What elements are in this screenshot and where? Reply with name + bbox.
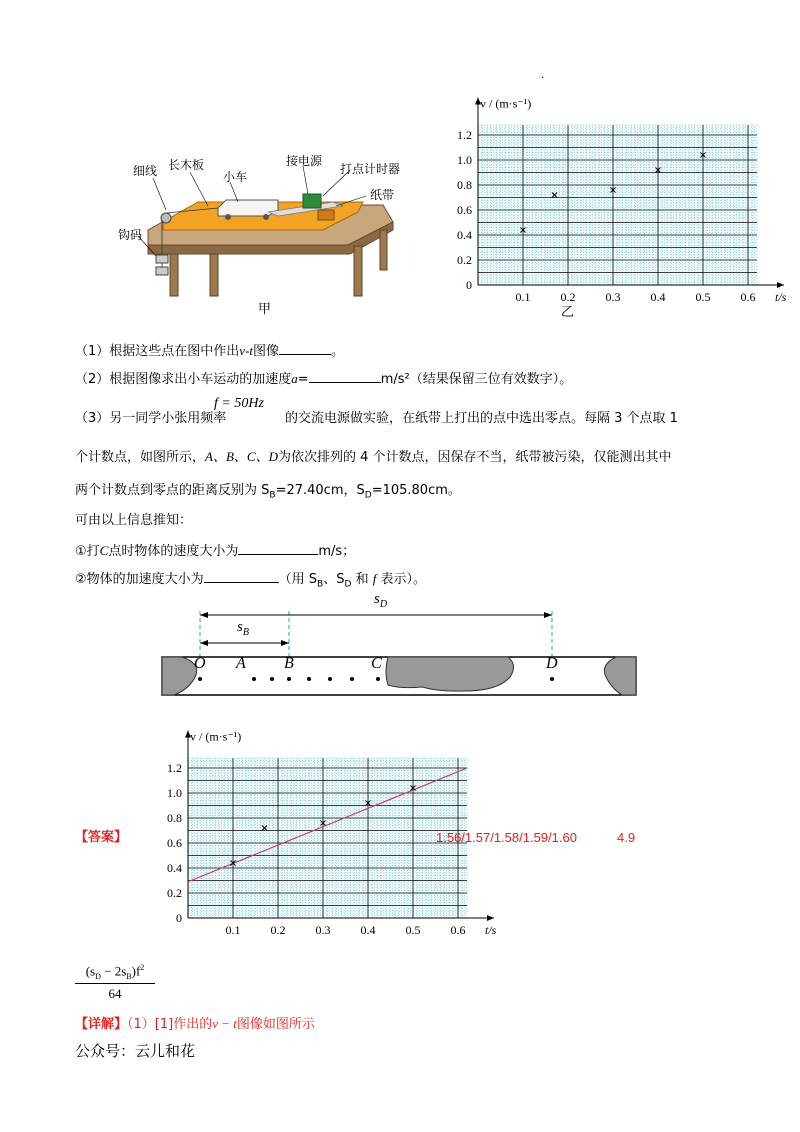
label-cart: 小车 <box>223 170 248 184</box>
answer-blank-1[interactable] <box>279 340 331 355</box>
graph-yi <box>440 95 787 310</box>
x-tick-label: 0.4 <box>360 923 376 937</box>
point-o: O <box>194 655 206 672</box>
sd-label: $s_D$ <box>374 591 388 610</box>
y-tick-label: 0 <box>176 911 182 925</box>
stray-dot: · <box>541 73 545 84</box>
x-axis-arrow <box>777 282 784 288</box>
y-tick-label: 0 <box>466 278 472 292</box>
sb-label: $s_B$ <box>237 619 249 638</box>
x-tick-label: 0.1 <box>225 923 241 937</box>
graph-answer <box>150 728 497 943</box>
x-tick-label: 0.2 <box>270 923 286 937</box>
question-1: （1）根据这些点在图中作出v-t图像 。 <box>75 340 344 361</box>
x-axis-label: t/s <box>775 290 787 304</box>
y-tick-label: 1.0 <box>167 786 182 800</box>
y-axis-label: v / (m·s⁻¹) <box>190 729 242 744</box>
label-thread: 细线 <box>133 164 158 178</box>
y-tick-label: 0.6 <box>457 203 472 217</box>
question-2: （2）根据图像求出小车运动的加速度a= m/s²（结果保留三位有效数字）。 <box>75 368 572 389</box>
answer-blank-4[interactable] <box>204 568 279 583</box>
sub-question-1: ①打C点时物体的速度大小为 m/s； <box>75 540 355 561</box>
point-a: A <box>236 655 246 672</box>
label-tape: 纸带 <box>370 188 395 202</box>
point-d: D <box>546 655 558 672</box>
paper-tape-figure <box>160 593 640 703</box>
vt-graph-answer <box>150 728 497 943</box>
label-board: 长木板 <box>168 158 205 172</box>
caption-jia: 甲 <box>258 302 272 317</box>
y-tick-label: 1.2 <box>167 761 182 775</box>
x-axis-arrow <box>487 915 494 921</box>
y-tick-label: 1.2 <box>457 128 472 142</box>
answer-blank-3[interactable] <box>238 540 318 555</box>
question-3-line3: 两个计数点到零点的距离反别为 $S_B=27.40cm$，$S_D=105.80cm$。 <box>75 483 461 501</box>
y-tick-label: 0.4 <box>457 228 472 242</box>
fraction-numerator: $(s_D - 2s_B)f^2$ <box>75 963 155 984</box>
label-timer: 打点计时器 <box>340 162 401 176</box>
point-c: C <box>371 655 382 672</box>
label-hook-weight: 钩码 <box>118 228 143 242</box>
x-tick-label: 0.3 <box>605 290 621 304</box>
answer-fraction <box>75 963 155 1002</box>
answer-value-1: 1.56/1.57/1.58/1.59/1.60 <box>436 830 577 845</box>
vt-graph-question <box>440 95 787 310</box>
question-3-line1-rest: 的交流电源做实验，在纸带上打出的点中选出零点。每隔 3 个点取 1 <box>285 411 678 426</box>
paper-tape-drawing <box>160 593 640 703</box>
apparatus-figure <box>118 150 408 300</box>
answer-label: 【答案】 <box>75 830 128 845</box>
x-axis-label: t/s <box>485 923 497 937</box>
x-tick-label: 0.6 <box>740 290 756 304</box>
x-tick-label: 0.2 <box>560 290 576 304</box>
x-tick-label: 0.3 <box>315 923 331 937</box>
x-tick-label: 0.4 <box>650 290 666 304</box>
footer-account: 公众号：云儿和花 <box>75 1042 196 1060</box>
y-tick-label: 0.2 <box>457 253 472 267</box>
y-tick-label: 0.2 <box>167 886 182 900</box>
question-3-line1: （3）另一同学小张用频率 <box>75 411 227 426</box>
answer-value-2: 4.9 <box>617 830 636 845</box>
point-b: B <box>284 655 294 672</box>
y-tick-label: 0.4 <box>167 861 182 875</box>
fraction-denominator: 64 <box>108 985 122 1001</box>
question-3-line2: 个计数点，如图所示，A、B、C、D为依次排列的 4 个计数点，因保存不当，纸带被污染，仅能测出其中 <box>75 449 672 465</box>
sub-question-2: ②物体的加速度大小为 （用 $S_B$、$S_D$ 和 f 表示）。 <box>75 568 426 594</box>
x-tick-label: 0.1 <box>515 290 531 304</box>
x-tick-label: 0.5 <box>405 923 421 937</box>
infer-line: 可由以上信息推知： <box>75 513 193 528</box>
label-power: 接电源 <box>286 154 323 168</box>
caption-yi: 乙 <box>561 305 575 320</box>
x-tick-label: 0.6 <box>450 923 466 937</box>
y-tick-label: 0.6 <box>167 836 182 850</box>
frequency-formula: f = 50Hz <box>214 396 264 411</box>
y-axis-label: v / (m·s⁻¹) <box>480 96 532 111</box>
detail-line: 【详解】（1）[1]作出的v − t图像如图所示 <box>75 1016 315 1032</box>
y-tick-label: 0.8 <box>167 811 182 825</box>
answer-blank-2[interactable] <box>309 368 381 383</box>
x-tick-label: 0.5 <box>695 290 711 304</box>
y-tick-label: 0.8 <box>457 178 472 192</box>
y-tick-label: 1.0 <box>457 153 472 167</box>
